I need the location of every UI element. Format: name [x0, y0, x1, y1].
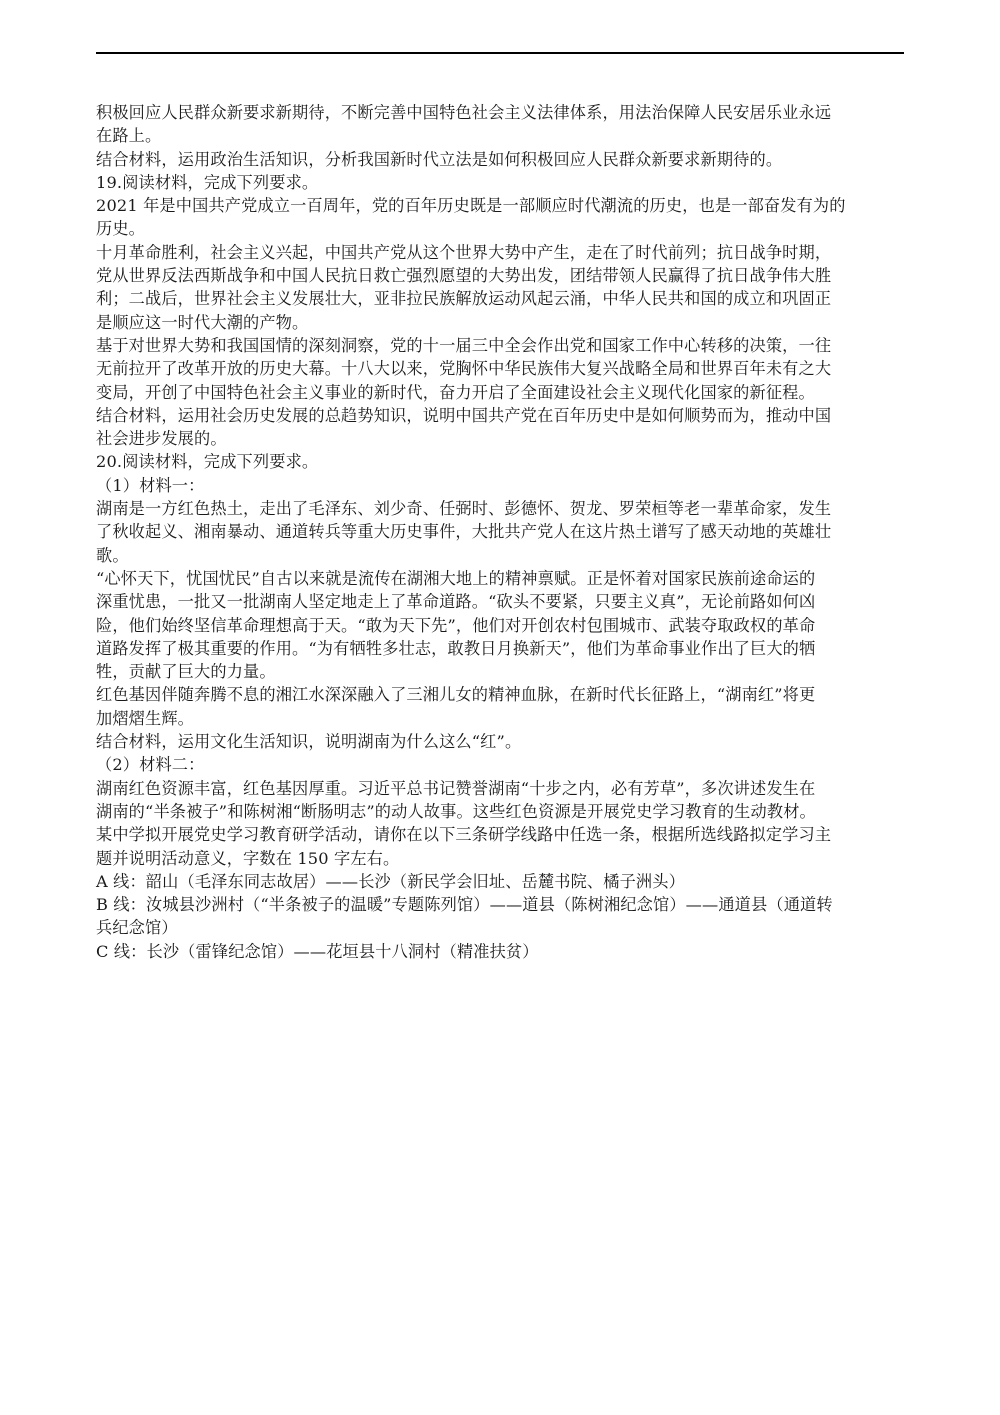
text-line: 历史。	[96, 219, 146, 239]
text-line: 利；二战后，世界社会主义发展壮大，亚非拉民族解放运动风起云涌，中华人民共和国的成立和巩固正	[96, 289, 832, 309]
question-heading: 20.阅读材料，完成下列要求。	[96, 452, 319, 472]
text-line: 党从世界反法西斯战争和中国人民抗日救亡强烈愿望的大势出发，团结带领人民赢得了抗日战争伟大胜	[96, 266, 832, 286]
text-line: 险，他们始终坚信革命理想高于天。“敢为天下先”，他们对开创农村包围城市、武装夺取政权的革命	[96, 615, 816, 635]
material-label: （1）材料一：	[96, 475, 205, 495]
header-rule	[96, 52, 904, 54]
route-option-b-continued: 兵纪念馆）	[96, 918, 178, 938]
text-line: 牲，贡献了巨大的力量。	[96, 662, 276, 682]
text-line: 深重忧患，一批又一批湖南人坚定地走上了革命道路。“砍头不要紧，只要主义真”，无论前路如何凶	[96, 592, 816, 612]
route-option-a: A 线：韶山（毛泽东同志故居）——长沙（新民学会旧址、岳麓书院、橘子洲头）	[96, 871, 685, 891]
route-option-b: B 线：汝城县沙洲村（“半条被子的温暖”专题陈列馆）——道县（陈树湘纪念馆）——通道县（通道转	[96, 895, 833, 915]
text-line: 道路发挥了极其重要的作用。“为有牺牲多壮志，敢教日月换新天”，他们为革命事业作出了巨大的牺	[96, 638, 816, 658]
text-line: 某中学拟开展党史学习教育研学活动，请你在以下三条研学线路中任选一条，根据所选线路拟定学习主	[96, 825, 832, 845]
route-option-c: C 线：长沙（雷锋纪念馆）——花垣县十八洞村（精准扶贫）	[96, 941, 539, 961]
question-heading: 19.阅读材料，完成下列要求。	[96, 172, 319, 192]
text-line: “心怀天下，忧国忧民”自古以来就是流传在湖湘大地上的精神禀赋。正是怀着对国家民族前途命运的	[96, 568, 816, 588]
text-line: 是顺应这一时代大潮的产物。	[96, 312, 309, 332]
text-line: 2021 年是中国共产党成立一百周年，党的百年历史既是一部顺应时代潮流的历史，也是一部奋发有为的	[96, 196, 846, 216]
question-prompt: 结合材料，运用文化生活知识，说明湖南为什么这么“红”。	[96, 732, 522, 752]
text-line: 积极回应人民群众新要求新期待，不断完善中国特色社会主义法律体系，用法治保障人民安居乐业永远	[96, 103, 832, 122]
document-body	[96, 101, 908, 963]
text-line: 了秋收起义、湘南暴动、通道转兵等重大历史事件，大批共产党人在这片热土谱写了感天动地的英雄壮	[96, 522, 832, 542]
text-line: 变局，开创了中国特色社会主义事业的新时代，奋力开启了全面建设社会主义现代化国家的新征程。	[96, 382, 815, 402]
material-label: （2）材料二：	[96, 755, 205, 775]
text-line: 湖南是一方红色热土，走出了毛泽东、刘少奇、任弼时、彭德怀、贺龙、罗荣桓等老一辈革命家，发生	[96, 499, 832, 519]
text-line: 加熠熠生辉。	[96, 708, 195, 728]
text-line: 无前拉开了改革开放的历史大幕。十八大以来，党胸怀中华民族伟大复兴战略全局和世界百年未有之大	[96, 359, 832, 379]
question-prompt: 结合材料，运用社会历史发展的总趋势知识，说明中国共产党在百年历史中是如何顺势而为，推动中国	[96, 405, 832, 425]
text-line: 歌。	[96, 545, 129, 565]
question-prompt: 社会进步发展的。	[96, 429, 227, 449]
text-line: 红色基因伴随奔腾不息的湘江水深深融入了三湘儿女的精神血脉，在新时代长征路上，“湖南红”将更	[96, 685, 816, 705]
text-line: 在路上。	[96, 126, 162, 146]
question-prompt: 结合材料，运用政治生活知识，分析我国新时代立法是如何积极回应人民群众新要求新期待的。	[96, 149, 783, 169]
text-line: 湖南红色资源丰富，红色基因厚重。习近平总书记赞誉湖南“十步之内，必有芳草”，多次讲述发生在	[96, 778, 816, 798]
text-line: 题并说明活动意义，字数在 150 字左右。	[96, 848, 400, 868]
text-line: 基于对世界大势和我国国情的深刻洞察，党的十一届三中全会作出党和国家工作中心转移的决策，一往	[96, 335, 832, 355]
text-line: 湖南的“半条被子”和陈树湘“断肠明志”的动人故事。这些红色资源是开展党史学习教育的生动教材。	[96, 801, 816, 821]
text-line: 十月革命胜利，社会主义兴起，中国共产党从这个世界大势中产生，走在了时代前列；抗日战争时期，	[96, 242, 832, 262]
